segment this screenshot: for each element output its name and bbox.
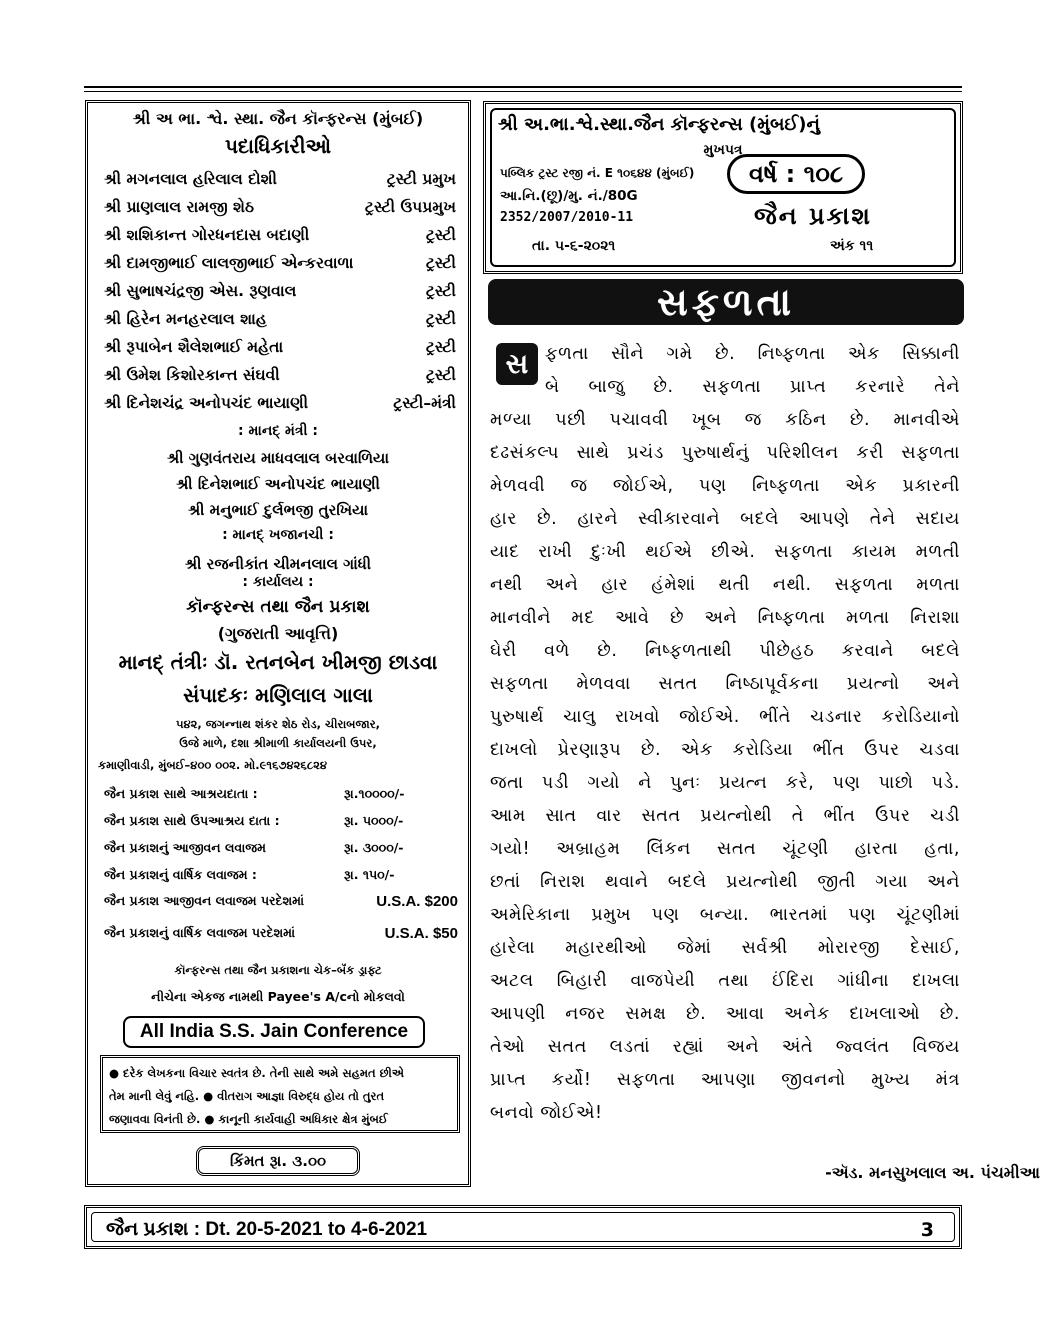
article-line: અટલ બિહારી વાજપેયી તથા ઈંદિરા ગાંધીના દાખલા (490, 971, 960, 991)
article-line: હારેલા મહારથીઓ જેમાં સર્વશ્રી મોરારજી દેસાઈ, (490, 938, 960, 958)
price-badge: કિંમત રૂા. ૩.૦૦ (196, 1146, 360, 1176)
masthead-frame (490, 108, 956, 267)
article-line: દઢસંકલ્પ સાથે પ્રચંડ પુરુષાર્થનું પરિશીલન કરી સફળતા (490, 443, 960, 463)
article-line: યાદ રાખી દુઃખી થઈએ છીએ. સફળતા કાયમ મળતી (490, 542, 960, 562)
hon-secretary-heading: : માનદ્ મંત્રી : (238, 423, 318, 439)
address-line: ઉજે માળે, દશા શ્રીમાળી કાર્યાલયની ઉપર, (179, 736, 377, 750)
drop-cap: સ (496, 343, 538, 385)
payee-name-box: All India S.S. Jain Conference (123, 1016, 425, 1048)
office-bearers-heading: પદાધિકારીઓ (224, 134, 332, 158)
office-bearers-panel: શ્રી અ ભા. શ્વે. સ્થા. જૈન કૉન્ફરન્સ (મુંબઈ) પદાધિકારીઓ શ્રી મગનલાલ હરિલાલ દોશી ટ્રસ્ટી પ્રમુખ શ્રી પ્રાણલાલ રામજી શેઠ ટ્રસ્ટી ઉપપ્રમુખ શ્રી શશિકાન્ત ગોરધનદાસ બદાણી ટ્રસ્ટી શ્રી દામજીભાઈ લાલજીભાઈ એન્કરવાળા ટ્રસ્ટી શ્રી સુભાષચંદ્રજી એસ. રૂણવાલ ટ્રસ્ટી શ્રી હિરેન મનહરલાલ શાહ ટ્રસ્ટી શ્રી રૂપાબેન શૈલેશભાઈ મહેતા ટ્રસ્ટી શ્રી ઉમેશ કિશોરકાન્ત સંઘવી ટ્રસ્ટી શ્રી દિનેશચંદ્ર અનોપચંદ ભાયાણી ટ્રસ્ટી–મંત્રી : માનદ્ મંત્રી : શ્રી ગુણવંતરાય માધવલાલ બરવાળિયા શ્રી દિનેશભાઈ અનોપચંદ ભાયાણી શ્રી મનુભાઈ દુર્લભજી તુરખિયા : માનદ્ ખજાનચી : શ્રી રજનીકાંત ચીમનલાલ ગાંધી : કાર્યાલય : કૉન્ફરન્સ તથા જૈન પ્રકાશ (ગુજરાતી આવૃત્તિ) માનદ્ તંત્રીઃ ડૉ. રતનબેન ખીમજી છાડવા સંપાદકઃ મણિલાલ ગાલા ૫૪૨, જગન્નાથ શંકર શેઠ રોડ, ચીરાબજાર, ઉજે માળે, દશા શ્રીમાળી કાર્યાલયની ઉપર, કમાણીવાડી, મુંબઈ–૪૦૦ ૦૦૨. મો.૯૧૬૭૪૨૬૮૨૪ જૈન પ્રકાશ સાથે આશ્રયદાતા : રૂા.૧૦૦૦૦/- જૈન પ્રકાશ સાથે ઉપઆશ્રય દાતા : રૂા. ૫૦૦૦/- જૈન પ્રકાશનું આજીવન લવાજમ રૂા. ૩૦૦૦/- જૈન પ્રકાશનું વાર્ષિક લવાજમ : રૂા. ૧૫૦/- જૈન પ્રકાશ આજીવન લવાજમ પરદેશમાં U.S.A. $200 જૈન પ્રકાશનું વાર્ષિક લવાજમ પરદેશમાં U.S.A. $50 કૉન્ફરન્સ તથા જૈન પ્રકાશના ચેક–બૅંક ડ્રાફ્ટ નીચેના એકજ નામથી Payee's A/cનો મોકલવો All India S.S. Jain Conference ● દરેક લેખકના વિચાર સ્વતંત્ર છે. તેની સાથે અમે સહમત છીએ તેમ માની લેવું નહિ. ● વીતરાગ આજ્ઞા વિરુદ્ધ હોય તો તુરત જણાવવા વિનંતી છે. ● કાનૂની કાર્યવાહી અધિકાર ક્ષેત્ર મુંબઈ કિંમત રૂા. ૩.૦૦ (85, 100, 471, 1187)
issue-number: અંક ૧૧ (830, 238, 874, 254)
year-badge: વર્ષ : ૧૦૮ (727, 154, 865, 194)
disclaimer-line: ● દરેક લેખકના વિચાર સ્વતંત્ર છે. તેની સાથે અમે સહમત છીએ (109, 1066, 404, 1080)
officer-row: શ્રી શશિકાન્ત ગોરધનદાસ બદાણી ટ્રસ્ટી (104, 226, 456, 244)
article-line: મેળવવી જ જોઈએ, પણ નિષ્ફળતા એક પ્રકારની (490, 476, 960, 496)
officer-row: શ્રી પ્રાણલાલ રામજી શેઠ ટ્રસ્ટી ઉપપ્રમુખ (104, 198, 456, 216)
article-line: હાર છે. હારને સ્વીકારવાને બદલે આપણે તેને સદાય (490, 509, 960, 529)
top-rule (84, 86, 962, 88)
article-line: પ્રાપ્ત કર્યો! સફળતા આપણા જીવનનો મુખ્ય મંત્ર (490, 1070, 960, 1090)
top-rule-thin (84, 91, 962, 92)
hon-editor: માનદ્ તંત્રીઃ ડૉ. રતનબેન ખીમજી છાડવા (118, 650, 438, 674)
article-line: ફળતા સૌને ગમે છે. નિષ્ફળતા એક સિક્કાની (545, 344, 960, 364)
address-line: કમાણીવાડી, મુંબઈ–૪૦૦ ૦૦૨. મો.૯૧૬૭૪૨૬૮૨૪ (98, 758, 328, 772)
officer-row: શ્રી ઉમેશ કિશોરકાન્ત સંઘવી ટ્રસ્ટી (104, 366, 456, 384)
office-heading: : કાર્યાલય : (242, 574, 314, 590)
article-line: ઘેરી વળે છે. નિષ્ફળતાથી પીછેહઠ કરવાને બદલે (490, 641, 960, 661)
article-line: બે બાજુ છે. સફળતા પ્રાપ્ત કરનારે તેને (545, 377, 960, 397)
article-line: અમેરિકાના પ્રમુખ પણ બન્યા. ભારતમાં પણ ચૂંટણીમાં (490, 905, 960, 925)
officer-row: શ્રી રૂપાબેન શૈલેશભાઈ મહેતા ટ્રસ્ટી (104, 338, 456, 356)
officer-row: શ્રી દામજીભાઈ લાલજીભાઈ એન્કરવાળા ટ્રસ્ટી (104, 254, 456, 272)
article-line: જતા પડી ગયો ને પુનઃ પ્રયત્ન કરે, પણ પાછો પડે. (490, 773, 960, 793)
hon-secretary-name: શ્રી ગુણવંતરાય માધવલાલ બરવાળિયા (166, 449, 390, 467)
masthead-title: શ્રી અ.ભા.શ્વે.સ્થા.જૈન કૉન્ફરન્સ (મુંબઈ)નું (498, 114, 820, 135)
registration-number: 2352/2007/2010-11 (500, 210, 634, 225)
footer-publication-date: જૈન પ્રકાશ : Dt. 20-5-2021 to 4-6-2021 (106, 1219, 428, 1240)
article-line: બનવો જોઈએ! (490, 1103, 603, 1123)
page-number: 3 (920, 1219, 934, 1241)
officer-row: શ્રી દિનેશચંદ્ર અનોપચંદ ભાયાણી ટ્રસ્ટી–મંત્રી (104, 394, 456, 412)
footer-frame (91, 1212, 955, 1242)
disclaimer-line: તેમ માની લેવું નહિ. ● વીતરાગ આજ્ઞા વિરુદ્ધ હોય તો તુરત (109, 1089, 385, 1103)
officer-row: શ્રી હિરેન મનહરલાલ શાહ ટ્રસ્ટી (104, 310, 456, 328)
officer-row: શ્રી મગનલાલ હરિલાલ દોશી ટ્રસ્ટી પ્રમુખ (104, 170, 456, 188)
article-line: દાખલો પ્રેરણારૂપ છે. એક કરોડિયા ભીંત ઉપર ચડવા (490, 740, 960, 760)
address-line: ૫૪૨, જગન્નાથ શંકર શેઠ રોડ, ચીરાબજાર, (175, 717, 381, 731)
office-name: કૉન્ફરન્સ તથા જૈન પ્રકાશ (186, 597, 370, 617)
masthead-subtitle: મુખપત્ર (703, 142, 743, 158)
hon-secretary-name: શ્રી મનુભાઈ દુર્લભજી તુરખિયા (187, 501, 369, 519)
article-line: છતાં નિરાશ થવાને બદલે પ્રયત્નોથી જીતી ગયા અને (490, 872, 960, 892)
edition-label: (ગુજરાતી આવૃત્તિ) (217, 624, 339, 643)
article-line: પુરુષાર્થ ચાલુ રાખવો જોઈએ. ભીંતે ચડનાર કરોડિયાનો (490, 707, 960, 727)
disclaimer-box (100, 1055, 460, 1133)
article-line: ગયો! અબ્રાહમ લિંકન સતત ચૂંટણી હારતા હતા, (490, 839, 960, 859)
article-line: આપણી નજર સમક્ષ છે. આવા અનેક દાખલાઓ છે. (490, 1004, 960, 1024)
article-line: મળ્યા પછી પચાવવી ખૂબ જ કઠિન છે. માનવીએ (490, 410, 960, 430)
treasurer-heading: : માનદ્ ખજાનચી : (222, 527, 334, 543)
hon-secretary-name: શ્રી દિનેશભાઈ અનોપચંદ ભાયાણી (176, 475, 380, 493)
article-author: -ઍડ. મનસુખલાલ અ. પંચમીઆ (825, 1163, 1040, 1182)
trust-registration: પબ્લિક ટ્રસ્ટ રજી નં. E ૧૦૬૪૪ (મુંબઈ) (500, 166, 695, 180)
article-line: માનવીને મદ આવે છે અને નિષ્ફળતા મળતા નિરાશા (490, 608, 960, 628)
paper-name: જૈન પ્રકાશ (754, 202, 872, 230)
masthead (483, 101, 963, 274)
article-line: આમ સાત વાર સતત પ્રયત્નોથી તે ભીંત ઉપર ચડી (490, 806, 960, 826)
article-line: તેઓ સતત લડતાં રહ્યાં અને અંતે જ્વલંત વિજય (490, 1037, 960, 1057)
treasurer-name: શ્રી રજનીકાંત ચીમનલાલ ગાંધી (184, 555, 372, 573)
article-line: સફળતા મેળવવા સતત નિષ્ઠાપૂર્વકના પ્રયત્નો અને (490, 674, 960, 694)
issue-date: તા. ૫-૬-૨૦૨૧ (532, 238, 616, 254)
article-line: નથી અને હાર હંમેશાં થતી નથી. સફળતા મળતા (490, 575, 960, 595)
conference-name: શ્રી અ ભા. શ્વે. સ્થા. જૈન કૉન્ફરન્સ (મુંબઈ) (132, 109, 424, 128)
disclaimer-line: જણાવવા વિનંતી છે. ● કાનૂની કાર્યવાહી અધિકાર ક્ષેત્ર મુંબઈ (109, 1112, 388, 1126)
editor: સંપાદકઃ મણિલાલ ગાલા (183, 683, 373, 707)
article-title: સફળતા (488, 279, 964, 325)
officer-row: શ્રી સુભાષચંદ્રજી એસ. રૂણવાલ ટ્રસ્ટી (104, 282, 456, 300)
postal-registration: આ.નિ.(છૂ)/મુ. નં./80G (500, 188, 638, 204)
cheque-note: કૉન્ફરન્સ તથા જૈન પ્રકાશના ચેક–બૅંક ડ્રાફ્ટ (174, 963, 382, 977)
page-footer (84, 1205, 962, 1249)
payee-note: નીચેના એકજ નામથી Payee's A/cનો મોકલવો (151, 989, 405, 1004)
